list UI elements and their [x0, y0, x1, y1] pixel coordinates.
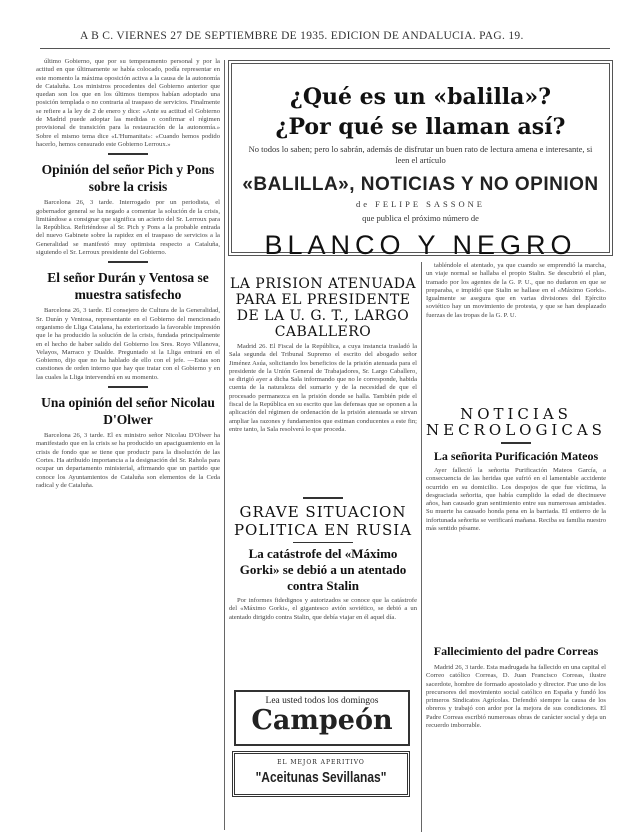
campeon-advertisement — [234, 690, 410, 746]
article-body: Madrid 26, 3 tarde. Esta madrugada ha fallecido en una capital el Correo católico Correas, D. Juan Francisco Correas, ilustre sacerdote, hombre de formado apostolado y director. Fue uno de los precursores del movimiento social católico en España y fundó los primeros Sindicatos Agrícolas. Defendió siempre la causa de los obreros y trabajó con ardor por la mejora de sus condiciones. El Padre Correas escribió numerosas obras de carácter social y deja un recuerdo imborrable. — [426, 664, 606, 730]
separator — [293, 542, 353, 543]
ad-author: de FELIPE SASSONE — [356, 199, 485, 209]
ad-article-title: «BALILLA», NOTICIAS Y NO OPINION — [242, 174, 599, 195]
article-body: Madrid 26. El Fiscal de la República, a cuya instancia trasladó la Sala segunda del Tribunal Supremo el escrito del abogado señor Jiménez Asúa, solicitando los beneficios de la prisión atenuada para el presidente de la Unión General de Trabajadores, Sr. Largo Caballero, se dirigió ayer a dicha Sala informando que no le corresponde, habida cuenta de la naturaleza del sumario y de la necesidad de que el procesado permanezca en la prisión donde se halla. También pide el fiscal de la República en su escrito que las defensas que se oponen a la aplicación del régimen de ordenación de la prisión atenuada se sirvan ampliar las razones y fundamentos que estiman conducentes a este fin; entre tanto, la Sala resolverá lo que proceda. — [229, 343, 417, 433]
ad-brand: "Aceitunas Sevillanas" — [255, 769, 387, 786]
article-subtitle: La catástrofe del «Máximo Gorki» se debió a un atentado contra Stalin — [239, 546, 407, 593]
article-title: LA PRISION ATENUADA PARA EL PRESIDENTE DE LA U. G. T., LARGO CABALLERO — [229, 276, 417, 340]
ad-brand: Campeón — [251, 705, 393, 736]
ad-question-2: ¿Por qué se llaman así? — [275, 114, 566, 140]
separator — [501, 442, 531, 444]
middle-column — [229, 276, 417, 688]
right-column — [426, 262, 606, 836]
article-body: Por informes fidedignos y autorizados se conoce que la catástrofe del «Máximo Gorki», el gigantesco avión soviético, se debió a un atentado dirigido contra Stalin, que debía viajar en él aquel día. — [229, 597, 417, 621]
ad-text: Lea usted todos los domingos — [265, 696, 379, 706]
article-title: Una opinión del señor Nicolau D'Olwer — [41, 395, 215, 428]
article-title: La señorita Purificación Mateos — [433, 449, 599, 463]
aceitunas-advertisement — [232, 751, 410, 797]
ad-text: que publica el próximo número de — [362, 213, 479, 223]
article-title: Fallecimiento del padre Correas — [433, 644, 599, 658]
separator — [303, 497, 343, 499]
blanco-y-negro-advertisement — [228, 60, 613, 260]
ad-magazine-name: BLANCO Y NEGRO — [264, 230, 577, 260]
article-title: Opinión del señor Pich y Pons sobre la crisis — [41, 162, 215, 195]
ad-text: No todos lo saben; pero lo sabrán, además de disfrutar un buen rato de lectura amena e interesante, si leen el artículo — [248, 144, 593, 165]
column-divider — [421, 262, 422, 832]
article-body: Barcelona 26, 3 tarde. Interrogado por un periodista, el gobernador general se ha negado a comentar la solución de la crisis, limitándose a consignar que significa un acierto del Sr. Lerroux para la República. Refiriéndose al Sr. Pich y Pons a la probable entrada del nuevo Gabinete sobre la rapidez en el traspaso de servicios a la Generalidad se manifestó muy optimista respecto a Cataluña, siguiendo el Sr. Lerroux presidente del Gobierno. — [36, 199, 220, 257]
article-title: GRAVE SITUACION POLITICA EN RUSIA — [233, 503, 413, 539]
article-body: Barcelona 26, 3 tarde. El ex ministro señor Nicolau D'Olwer ha manifestado que en la crisis se ha producido un apaciguamiento en la crisis de fondo que se tiene que producir para la disolución de las Cortes. Ha atribuido importancia a la designación del Sr. Rahola para ocupar un departamento ministerial, afirmando que un partido que conoce los Ayuntamientos de Cataluña son elementos de la Ceda radical y de Cataluña. — [36, 432, 220, 489]
right-intro-text: tabléndole el atentado, ya que cuando se emprendió la marcha, un viaje normal se hallaba el propio Stalin. Se descubrió el plan, tramado por los agentes de la G. P. U., que no dudaron en que se preparaba, e impidió que Stalin se hallase en el «Máximo Gorki». Igualmente se asegura que en varias divisiones del Ejército soviético hay un movimiento de protesta, y que se han desplazado fuerzas de las tropas de la G. P. U. — [426, 262, 606, 319]
section-title: NOTICIAS NECROLOGICAS — [426, 405, 606, 439]
separator — [108, 153, 148, 155]
article-body: Ayer falleció la señorita Purificación Mateos García, a consecuencia de las heridas que sufrió en el lamentable accidente ocurrido en su domicilio. Los despojos de que fue víctima, la desgraciada señorita, que había cumplido la edad de diecinueve años, han causado gran sentimiento entre sus numerosas amistades. Su muerte ha causado honda pena en la barriada. El entierro de la infortunada señorita se verificará mañana. Reciba su familia nuestro más sentido pésame. — [426, 467, 606, 533]
article-body: Barcelona 26, 3 tarde. El consejero de Cultura de la Generalidad, Sr. Durán y Ventosa, representante en el Gobierno del mencionado organismo de Lliga Catalana, ha exteriorizado la favorable impresión que le ha producido la solución de la crisis, fundada principalmente en el hecho de haber salido del Gobierno los Sres. Royo Villanova, Velayos, Marraco y Dualde. Preguntado si la Lliga entrará en el Gobierno, dijo que no ha hablado de ello con el jefe. —Estas son cuestiones de orden interno que hay que tratar con el Gobierno y en las cuales la Lliga intervendrá en su momento. — [36, 307, 220, 381]
column-divider — [224, 60, 225, 830]
header-rule — [40, 48, 610, 49]
article-title: El señor Durán y Ventosa se muestra satisfecho — [47, 270, 209, 303]
masthead: A B C. VIERNES 27 DE SEPTIEMBRE DE 1935. EDICION DE ANDALUCIA. PAG. 19. — [80, 30, 524, 42]
ad-question-1: ¿Qué es un «balilla»? — [289, 84, 552, 110]
separator — [108, 386, 148, 388]
separator — [108, 261, 148, 263]
left-column — [36, 58, 220, 836]
ad-text: EL MEJOR APERITIVO — [277, 759, 365, 766]
left-intro-text: último Gobierno, que por su temperamento personal y por la actitud en que últimamente se había colocado, podía representar en este momento la máxima oposición activa a la causa de la autonomía de Cataluña. Los ministros procedentes del Gobierno anterior que quedan son los que en los últimos tiempos habían adoptado una posición templada o no contraria al traspaso de servicios. Finalmente se refiere a la ley de 2 de enero y dice: «Ante su actitud el Gobierno de Madrid puede adoptar las medidas o confirmar el régimen provisional de transición para la restauración de la autonomía.» Sobre el mismo tema dice «L'Humanitat»: «Cuando hemos podido hacerlo, hemos censurado este Gobierno Lerroux.» — [36, 58, 220, 148]
